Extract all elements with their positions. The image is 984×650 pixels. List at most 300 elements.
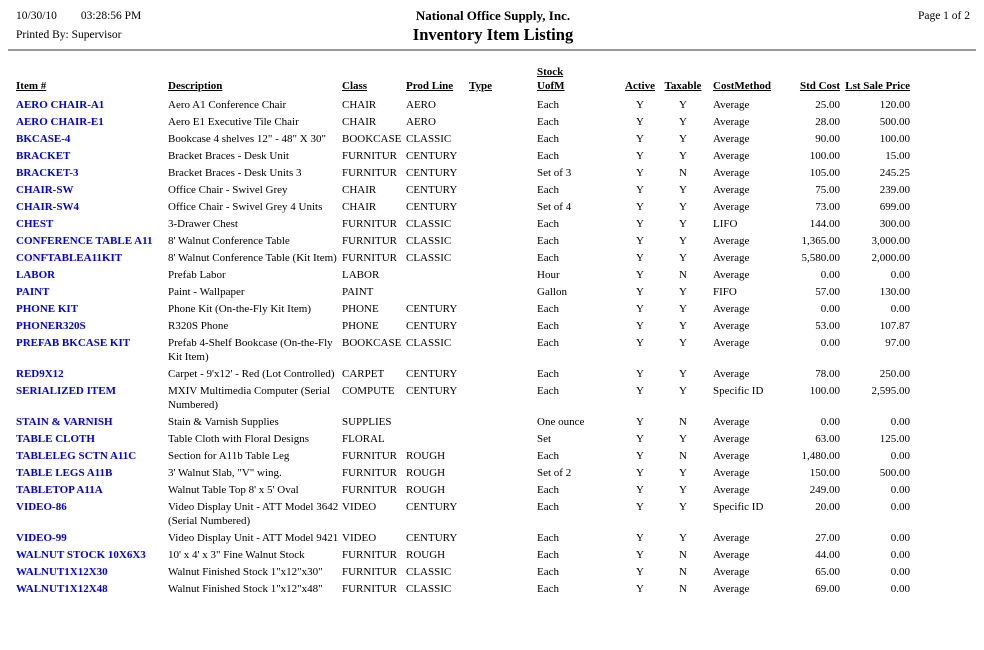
active-cell: Y — [636, 252, 644, 264]
class-cell: VIDEO — [342, 532, 377, 544]
type-cell — [469, 466, 537, 480]
lst-sale-price-cell: 0.00 — [890, 501, 910, 513]
table-row — [16, 115, 910, 129]
active-cell: Y — [636, 235, 644, 247]
stock-uofm-cell: Each — [537, 252, 559, 264]
table-row — [16, 449, 910, 463]
report-date: 10/30/10 — [16, 10, 57, 22]
std-cost-cell: 100.00 — [809, 150, 840, 162]
stock-uofm-cell: Gallon — [537, 286, 567, 298]
description-cell: Aero A1 Conference Chair — [168, 99, 287, 111]
table-row — [16, 217, 910, 231]
col-header-stock-label: Stock — [537, 66, 564, 78]
prod-line-cell: CENTURY — [406, 501, 458, 513]
company-name: National Office Supply, Inc. — [415, 8, 571, 23]
active-cell: Y — [636, 99, 644, 111]
item-number-link[interactable]: CHEST — [16, 218, 54, 230]
col-header-class — [340, 65, 404, 93]
taxable-cell: Y — [679, 320, 687, 332]
item-number-link[interactable]: SERIALIZED ITEM — [16, 385, 116, 397]
std-cost-cell: 53.00 — [815, 320, 840, 332]
class-cell: CHAIR — [342, 99, 377, 111]
active-cell: Y — [636, 184, 644, 196]
stock-uofm-cell: Each — [537, 385, 559, 397]
class-cell: FURNITUR — [342, 484, 398, 496]
table-row — [16, 302, 910, 316]
col-header-class-label: Class — [342, 80, 368, 92]
cost-method-cell: Average — [713, 583, 750, 595]
lst-sale-price-cell: 125.00 — [879, 433, 910, 445]
lst-sale-price-cell: 0.00 — [890, 303, 910, 315]
type-cell — [469, 449, 537, 463]
prod-line-cell: CLASSIC — [406, 583, 452, 595]
std-cost-cell: 44.00 — [815, 549, 840, 561]
item-number-link[interactable]: CHAIR-SW4 — [16, 201, 79, 213]
std-cost-cell: 0.00 — [820, 416, 840, 428]
header-divider — [8, 49, 976, 51]
item-number-link[interactable]: CONFTABLEA11KIT — [16, 252, 123, 264]
col-header-type-label: Type — [469, 80, 493, 92]
table-row — [16, 183, 910, 197]
class-cell: VIDEO — [342, 501, 377, 513]
taxable-cell: N — [679, 450, 687, 462]
class-cell: FURNITUR — [342, 467, 398, 479]
description-cell: Video Display Unit - ATT Model 9421 — [168, 532, 339, 544]
cost-method-cell: Average — [713, 235, 750, 247]
std-cost-cell: 0.00 — [820, 337, 840, 349]
header-center — [266, 7, 720, 46]
type-cell — [469, 531, 537, 545]
cost-method-cell: Average — [713, 416, 750, 428]
stock-uofm-cell: Set of 3 — [537, 167, 572, 179]
class-cell: CHAIR — [342, 116, 377, 128]
active-cell: Y — [636, 484, 644, 496]
col-header-description-label: Description — [168, 80, 223, 92]
type-cell — [469, 565, 537, 579]
col-header-active-label: Active — [625, 80, 655, 92]
taxable-cell: Y — [679, 337, 687, 349]
lst-sale-price-cell: 2,000.00 — [871, 252, 910, 264]
item-number-link[interactable]: PREFAB BKCASE KIT — [16, 337, 131, 349]
type-cell — [469, 548, 537, 562]
prod-line-cell: CENTURY — [406, 303, 458, 315]
col-header-active — [620, 65, 660, 93]
col-header-uofm-label: UofM — [537, 80, 565, 92]
table-header-row — [16, 65, 910, 93]
table-row — [16, 149, 910, 163]
description-cell: Walnut Finished Stock 1"x12"x30" — [168, 566, 323, 578]
lst-sale-price-cell: 0.00 — [890, 416, 910, 428]
class-cell: CHAIR — [342, 184, 377, 196]
item-number-link[interactable]: AERO CHAIR-E1 — [16, 116, 104, 128]
lst-sale-price-cell: 2,595.00 — [871, 385, 910, 397]
prod-line-cell: CENTURY — [406, 368, 458, 380]
table-row — [16, 166, 910, 180]
std-cost-cell: 65.00 — [815, 566, 840, 578]
active-cell: Y — [636, 416, 644, 428]
cost-method-cell: Average — [713, 303, 750, 315]
item-number-link[interactable]: STAIN & VARNISH — [16, 416, 113, 428]
active-cell: Y — [636, 532, 644, 544]
active-cell: Y — [636, 467, 644, 479]
stock-uofm-cell: Set — [537, 433, 552, 445]
stock-uofm-cell: Each — [537, 133, 559, 145]
description-cell: Bracket Braces - Desk Units 3 — [168, 167, 302, 179]
description-cell: 10' x 4' x 3" Fine Walnut Stock — [168, 549, 305, 561]
lst-sale-price-cell: 120.00 — [879, 99, 910, 111]
prod-line-cell — [404, 285, 469, 299]
stock-uofm-cell: Each — [537, 218, 559, 230]
stock-uofm-cell: Each — [537, 116, 559, 128]
taxable-cell: Y — [679, 368, 687, 380]
std-cost-cell: 25.00 — [815, 99, 840, 111]
type-cell — [469, 183, 537, 197]
cost-method-cell: Average — [713, 320, 750, 332]
page-title: Inventory Item Listing — [412, 25, 574, 44]
item-number-link[interactable]: CONFERENCE TABLE A11 — [16, 235, 153, 247]
item-number-link[interactable]: BKCASE-4 — [16, 133, 71, 145]
item-number-link[interactable]: TABLELEG SCTN A11C — [16, 450, 137, 462]
col-header-prod-line — [404, 65, 469, 93]
std-cost-cell: 5,580.00 — [801, 252, 840, 264]
table-row — [16, 548, 910, 562]
stock-uofm-cell: Each — [537, 368, 559, 380]
type-cell — [469, 149, 537, 163]
table-row — [16, 384, 910, 412]
taxable-cell: N — [679, 583, 687, 595]
stock-uofm-cell: Each — [537, 450, 559, 462]
class-cell: BOOKCASE — [342, 133, 402, 145]
lst-sale-price-cell: 0.00 — [890, 532, 910, 544]
cost-method-cell: Average — [713, 549, 750, 561]
type-cell — [469, 336, 537, 364]
lst-sale-price-cell: 250.00 — [879, 368, 910, 380]
class-cell: FURNITUR — [342, 218, 398, 230]
class-cell: LABOR — [342, 269, 380, 281]
taxable-cell: Y — [679, 133, 687, 145]
std-cost-cell: 27.00 — [815, 532, 840, 544]
lst-sale-price-cell: 130.00 — [879, 286, 910, 298]
item-number-link[interactable]: CHAIR-SW — [16, 184, 74, 196]
stock-uofm-cell: Each — [537, 235, 559, 247]
description-cell: Carpet - 9'x12' - Red (Lot Controlled) — [168, 368, 335, 380]
table-row — [16, 336, 910, 364]
printed-by: Printed By: Supervisor — [16, 29, 122, 41]
lst-sale-price-cell: 0.00 — [890, 484, 910, 496]
taxable-cell: Y — [679, 467, 687, 479]
item-number-link[interactable]: WALNUT1X12X48 — [16, 583, 108, 595]
table-row — [16, 132, 910, 146]
active-cell: Y — [636, 501, 644, 513]
page-number: Page 1 of 2 — [917, 10, 970, 22]
prod-line-cell: AERO — [406, 99, 436, 111]
prod-line-cell: CENTURY — [406, 201, 458, 213]
class-cell: FLORAL — [342, 433, 385, 445]
cost-method-cell: Average — [713, 467, 750, 479]
std-cost-cell: 150.00 — [809, 467, 840, 479]
cost-method-cell: Average — [713, 484, 750, 496]
std-cost-cell: 0.00 — [820, 303, 840, 315]
description-cell: 3' Walnut Slab, "V" wing. — [168, 467, 282, 479]
active-cell: Y — [636, 583, 644, 595]
stock-uofm-cell: Each — [537, 532, 559, 544]
active-cell: Y — [636, 150, 644, 162]
description-cell: Bracket Braces - Desk Unit — [168, 150, 289, 162]
active-cell: Y — [636, 218, 644, 230]
active-cell: Y — [636, 385, 644, 397]
std-cost-cell: 28.00 — [815, 116, 840, 128]
lst-sale-price-cell: 0.00 — [890, 566, 910, 578]
std-cost-cell: 0.00 — [820, 269, 840, 281]
prod-line-cell: CENTURY — [406, 532, 458, 544]
cost-method-cell: Average — [713, 450, 750, 462]
cost-method-cell: Average — [713, 133, 750, 145]
stock-uofm-cell: Hour — [537, 269, 560, 281]
cost-method-cell: FIFO — [713, 286, 737, 298]
table-row — [16, 285, 910, 299]
type-cell — [469, 483, 537, 497]
lst-sale-price-cell: 0.00 — [890, 450, 910, 462]
type-cell — [469, 217, 537, 231]
item-number-link[interactable]: BRACKET-3 — [16, 167, 79, 179]
col-header-prod-line-label: Prod Line — [406, 80, 454, 92]
table-row — [16, 415, 910, 429]
class-cell: FURNITUR — [342, 566, 398, 578]
active-cell: Y — [636, 368, 644, 380]
class-cell: SUPPLIES — [342, 416, 392, 428]
class-cell: BOOKCASE — [342, 337, 402, 349]
type-cell — [469, 268, 537, 282]
active-cell: Y — [636, 116, 644, 128]
class-cell: PHONE — [342, 303, 379, 315]
taxable-cell: N — [679, 566, 687, 578]
stock-uofm-cell: Each — [537, 583, 559, 595]
class-cell: PHONE — [342, 320, 379, 332]
description-cell: Office Chair - Swivel Grey 4 Units — [168, 201, 323, 213]
cost-method-cell: Specific ID — [713, 385, 764, 397]
cost-method-cell: Average — [713, 150, 750, 162]
col-header-description — [168, 65, 340, 93]
table-row — [16, 268, 910, 282]
table-row — [16, 234, 910, 248]
type-cell — [469, 432, 537, 446]
prod-line-cell: CLASSIC — [406, 566, 452, 578]
description-cell: Table Cloth with Floral Designs — [168, 433, 309, 445]
lst-sale-price-cell: 500.00 — [879, 467, 910, 479]
col-header-taxable — [660, 65, 706, 93]
description-cell: Section for A11b Table Leg — [168, 450, 290, 462]
prod-line-cell: CENTURY — [406, 320, 458, 332]
item-number-link[interactable]: LABOR — [16, 269, 56, 281]
taxable-cell: N — [679, 269, 687, 281]
taxable-cell: Y — [679, 99, 687, 111]
lst-sale-price-cell: 245.25 — [879, 167, 910, 179]
item-number-link[interactable]: RED9X12 — [16, 368, 64, 380]
std-cost-cell: 1,480.00 — [801, 450, 840, 462]
prod-line-cell: CLASSIC — [406, 252, 452, 264]
description-cell: Prefab 4-Shelf Bookcase (On-the-Fly Kit Item) — [168, 337, 333, 363]
table-row — [16, 98, 910, 112]
description-cell: MXIV Multimedia Computer (Serial Numbered) — [168, 385, 331, 411]
col-header-cost-method-label: CostMethod — [713, 80, 772, 92]
lst-sale-price-cell: 100.00 — [879, 133, 910, 145]
item-number-link[interactable]: PHONER320S — [16, 320, 86, 332]
std-cost-cell: 144.00 — [809, 218, 840, 230]
page-header — [0, 0, 984, 46]
prod-line-cell: CLASSIC — [406, 235, 452, 247]
prod-line-cell: CLASSIC — [406, 133, 452, 145]
header-left — [16, 7, 266, 45]
item-number-link[interactable]: TABLE LEGS A11B — [16, 467, 113, 479]
stock-uofm-cell: Each — [537, 99, 559, 111]
stock-uofm-cell: Each — [537, 184, 559, 196]
item-number-link[interactable]: VIDEO-99 — [16, 532, 67, 544]
table-row — [16, 251, 910, 265]
taxable-cell: Y — [679, 433, 687, 445]
lst-sale-price-cell: 97.00 — [885, 337, 910, 349]
prod-line-cell: CLASSIC — [406, 337, 452, 349]
type-cell — [469, 319, 537, 333]
description-cell: Stain & Varnish Supplies — [168, 416, 279, 428]
class-cell: CARPET — [342, 368, 385, 380]
class-cell: FURNITUR — [342, 235, 398, 247]
class-cell: COMPUTE — [342, 385, 395, 397]
stock-uofm-cell: Each — [537, 320, 559, 332]
item-number-link[interactable]: VIDEO-86 — [16, 501, 67, 513]
std-cost-cell: 73.00 — [815, 201, 840, 213]
item-number-link[interactable]: WALNUT1X12X30 — [16, 566, 108, 578]
description-cell: R320S Phone — [168, 320, 229, 332]
active-cell: Y — [636, 133, 644, 145]
type-cell — [469, 132, 537, 146]
type-cell — [469, 251, 537, 265]
cost-method-cell: Average — [713, 184, 750, 196]
stock-uofm-cell: Set of 2 — [537, 467, 572, 479]
taxable-cell: Y — [679, 150, 687, 162]
table-row — [16, 466, 910, 480]
report-time: 03:28:56 PM — [80, 10, 142, 22]
table-row — [16, 531, 910, 545]
cost-method-cell: LIFO — [713, 218, 738, 230]
lst-sale-price-cell: 3,000.00 — [871, 235, 910, 247]
type-cell — [469, 166, 537, 180]
std-cost-cell: 249.00 — [809, 484, 840, 496]
table-row — [16, 500, 910, 528]
item-number-link[interactable]: PHONE KIT — [16, 303, 79, 315]
description-cell: Phone Kit (On-the-Fly Kit Item) — [168, 303, 311, 315]
active-cell: Y — [636, 320, 644, 332]
prod-line-cell: CENTURY — [406, 150, 458, 162]
table-row — [16, 483, 910, 497]
std-cost-cell: 75.00 — [815, 184, 840, 196]
type-cell — [469, 200, 537, 214]
std-cost-cell: 105.00 — [809, 167, 840, 179]
type-cell — [469, 234, 537, 248]
class-cell: FURNITUR — [342, 167, 398, 179]
lst-sale-price-cell: 15.00 — [885, 150, 910, 162]
std-cost-cell: 63.00 — [815, 433, 840, 445]
table-row — [16, 565, 910, 579]
std-cost-cell: 90.00 — [815, 133, 840, 145]
table-row — [16, 367, 910, 381]
active-cell: Y — [636, 286, 644, 298]
cost-method-cell: Specific ID — [713, 501, 764, 513]
active-cell: Y — [636, 201, 644, 213]
lst-sale-price-cell: 239.00 — [879, 184, 910, 196]
cost-method-cell: Average — [713, 116, 750, 128]
item-number-link[interactable]: BRACKET — [16, 150, 71, 162]
item-number-link[interactable]: AERO CHAIR-A1 — [16, 99, 105, 111]
active-cell: Y — [636, 549, 644, 561]
stock-uofm-cell: Each — [537, 566, 559, 578]
description-cell: Walnut Finished Stock 1"x12"x48" — [168, 583, 323, 595]
taxable-cell: N — [679, 167, 687, 179]
taxable-cell: Y — [679, 303, 687, 315]
item-number-link[interactable]: WALNUT STOCK 10X6X3 — [16, 549, 146, 561]
col-header-lst-sale-price-label: Lst Sale Price — [845, 80, 910, 92]
active-cell: Y — [636, 450, 644, 462]
type-cell — [469, 500, 537, 528]
lst-sale-price-cell: 500.00 — [879, 116, 910, 128]
table-row — [16, 582, 910, 596]
item-number-link[interactable]: TABLETOP A11A — [16, 484, 103, 496]
cost-method-cell: Average — [713, 368, 750, 380]
cost-method-cell: Average — [713, 433, 750, 445]
prod-line-cell: CLASSIC — [406, 218, 452, 230]
description-cell: Paint - Wallpaper — [168, 286, 245, 298]
type-cell — [469, 302, 537, 316]
description-cell: Bookcase 4 shelves 12" - 48" X 30" — [168, 133, 326, 145]
class-cell: FURNITUR — [342, 450, 398, 462]
description-cell: Video Display Unit - ATT Model 3642 (Serial Numbered) — [168, 501, 339, 527]
type-cell — [469, 415, 537, 429]
taxable-cell: Y — [679, 286, 687, 298]
class-cell: CHAIR — [342, 201, 377, 213]
class-cell: FURNITUR — [342, 150, 398, 162]
prod-line-cell: ROUGH — [406, 467, 446, 479]
taxable-cell: Y — [679, 184, 687, 196]
taxable-cell: Y — [679, 484, 687, 496]
taxable-cell: Y — [679, 501, 687, 513]
prod-line-cell — [404, 415, 469, 429]
stock-uofm-cell: Each — [537, 484, 559, 496]
item-number-link[interactable]: PAINT — [16, 286, 50, 298]
prod-line-cell: CENTURY — [406, 184, 458, 196]
std-cost-cell: 69.00 — [815, 583, 840, 595]
class-cell: FURNITUR — [342, 549, 398, 561]
stock-uofm-cell: Each — [537, 501, 559, 513]
prod-line-cell: CENTURY — [406, 385, 458, 397]
table-row — [16, 432, 910, 446]
item-number-link[interactable]: TABLE CLOTH — [16, 433, 95, 445]
description-cell: Office Chair - Swivel Grey — [168, 184, 288, 196]
table-body — [16, 98, 910, 596]
taxable-cell: Y — [679, 235, 687, 247]
std-cost-cell: 20.00 — [815, 501, 840, 513]
prod-line-cell: AERO — [406, 116, 436, 128]
taxable-cell: Y — [679, 252, 687, 264]
col-header-item — [16, 65, 168, 93]
active-cell: Y — [636, 167, 644, 179]
description-cell: Prefab Labor — [168, 269, 226, 281]
lst-sale-price-cell: 0.00 — [890, 269, 910, 281]
type-cell — [469, 367, 537, 381]
std-cost-cell: 1,365.00 — [801, 235, 840, 247]
table-row — [16, 200, 910, 214]
stock-uofm-cell: Each — [537, 303, 559, 315]
col-header-item-label: Item # — [16, 80, 47, 92]
cost-method-cell: Average — [713, 252, 750, 264]
